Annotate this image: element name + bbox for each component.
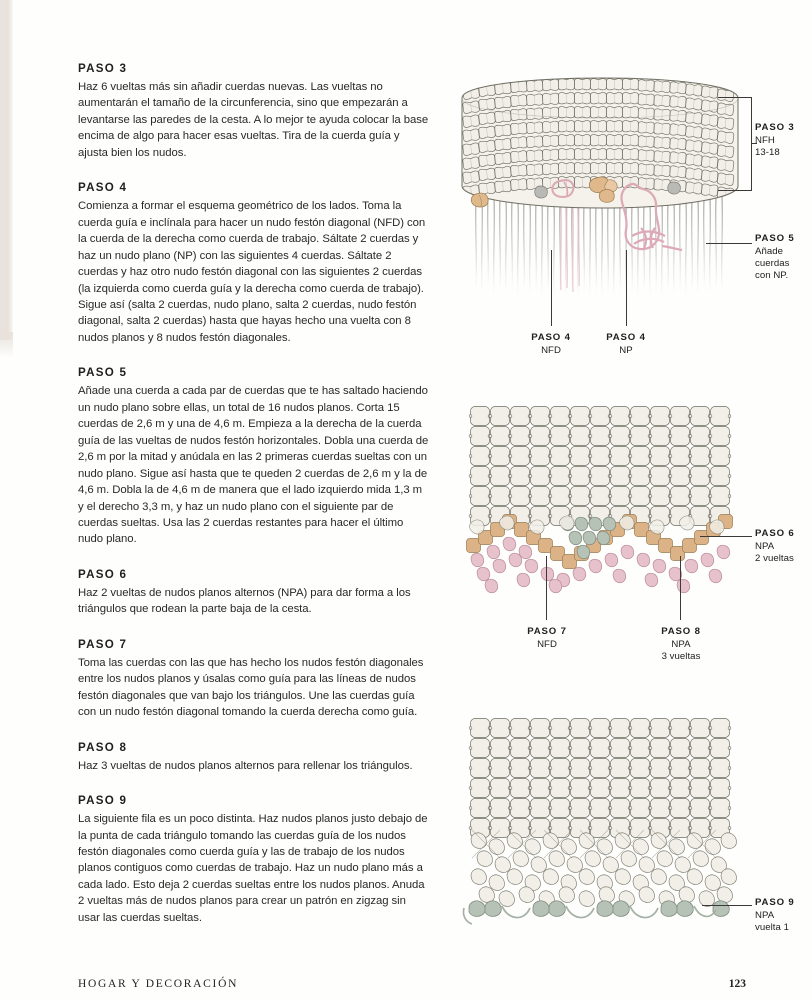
book-gutter-strip: [0, 0, 13, 340]
step-heading: PASO 7: [78, 637, 128, 651]
square-knot-grid-mid: [469, 407, 731, 526]
callout-paso-4-nfd: [513, 332, 589, 357]
step-heading: PASO 4: [78, 181, 128, 195]
callout-line2: 13-18: [755, 147, 780, 159]
callout-title: PASO 4: [606, 332, 646, 343]
step-paso-5: [78, 366, 430, 548]
callout-title: PASO 7: [527, 626, 567, 637]
callout-line1: NFD: [541, 344, 561, 356]
step-body: Toma las cuerdas con las que has hecho los nudos festón diagonales entre los nudos planos y úsalas como guía para las líneas de nudos festón diagonales que van bajo los triángulos. Une las cuerdas guía con un nudo festón diagonal tomando la cuerda derecha como guía.: [78, 656, 424, 719]
fringe-cords: [476, 196, 723, 297]
square-knot-grid-bot: [469, 719, 731, 838]
callout-title: PASO 4: [531, 332, 571, 343]
callout-title: PASO 3: [755, 122, 795, 133]
book-gutter-fade: [0, 332, 13, 358]
paso4-np-leader-line: [626, 250, 627, 326]
callout-line1: NPA: [755, 540, 775, 552]
callout-line1: Añade: [755, 245, 783, 257]
zigzag-band-mid: [467, 515, 733, 593]
callout-line1: NFH: [755, 134, 775, 146]
callout-title: PASO 5: [755, 233, 795, 244]
callout-paso-4-np: [588, 332, 664, 357]
step-heading: PASO 9: [78, 794, 128, 808]
step-paso-7: [78, 638, 430, 721]
paso7-leader-line: [546, 556, 547, 620]
callout-line2: cuerdas: [755, 258, 790, 270]
step-paso-3: [78, 62, 430, 161]
callout-paso-6: [755, 528, 795, 565]
page-footer: [78, 978, 746, 990]
callout-line2: 2 vueltas: [755, 553, 794, 565]
step-body: Comienza a formar el esquema geométrico de los lados. Toma la cuerda guía e inclínala para hacer un nudo festón diagonal (NFD) con la cuerda de la derecha como cuerda de trabajo. Sáltate 2 cuerdas y haz un nudo plano (NP) con las siguientes 4 cuerdas. Sáltate 2 cuerdas y haz otro nudo festón diagonal con las siguientes 2 cuerdas (la izquierda como cuerda guía y la derecha como cuerda de trabajo). Sigue así (salta 2 cuerdas, nudo plano, salta 2 cuerdas, nudo festón diagonal, salta 2 cuerdas) hasta que hayas hecho una vuelta con 8 nudos planos y 8 nudos festón diagonales.: [78, 200, 426, 344]
macrame-basket-top-illustration: [456, 68, 746, 318]
step-heading: PASO 5: [78, 366, 128, 380]
callout-title: PASO 6: [755, 528, 795, 539]
callout-line2: vuelta 1: [755, 922, 790, 934]
footer-page-number: 123: [728, 978, 746, 990]
macrame-zigzag-illustration: [456, 392, 746, 620]
callout-paso-8: [640, 626, 722, 663]
step-body: Haz 6 vueltas más sin añadir cuerdas nuevas. Las vueltas no aumentarán el tamaño de la circunferencia, sino que empezarán a levantarse las paredes de la cesta. A lo mejor te ayuda colocar la base encima de algo para hacer esas vueltas. Tira de la cuerda guía y ajusta bien los nudos.: [78, 81, 429, 159]
callout-line1: NP: [619, 344, 633, 356]
paso9-leader-line: [702, 905, 752, 906]
callout-paso-7: [506, 626, 588, 651]
instructions-column: [78, 62, 430, 946]
step-body: Haz 3 vueltas de nudos planos alternos para rellenar los triángulos.: [78, 759, 413, 772]
callout-line3: con NP.: [755, 270, 789, 282]
paso6-leader-line: [700, 536, 752, 537]
callout-line1: NFD: [537, 638, 557, 650]
footer-section-title: HOGAR Y DECORACIÓN: [78, 978, 239, 990]
step-paso-4: [78, 181, 430, 346]
paso8-leader-line: [680, 556, 681, 620]
step-paso-9: [78, 794, 430, 926]
callout-title: PASO 9: [755, 897, 795, 908]
callout-paso-9: [755, 897, 795, 934]
paso4-nfd-leader-line: [551, 250, 552, 326]
step-body: Haz 2 vueltas de nudos planos alternos (NPA) para dar forma a los triángulos que rodean la parte baja de la cesta.: [78, 586, 411, 616]
step-body: La siguiente fila es un poco distinta. Haz nudos planos justo debajo de la punta de cada triángulo tomando las cuerdas guía de los nudos festón diagonales como cuerda guía y las de trabajo de los nudos planos contiguos como cuerdas de trabajo. Haz un nudo plano más a cada lado. Esto deja 2 cuerdas sueltas entre los nudos planos. Anuda 2 vueltas más de nudos planos para crear un patrón en zigzag sin usar las cuerdas sueltas.: [78, 813, 428, 924]
callout-title: PASO 8: [661, 626, 701, 637]
step-heading: PASO 8: [78, 740, 128, 754]
step-heading: PASO 3: [78, 62, 128, 75]
step-paso-6: [78, 568, 430, 618]
step-body: Añade una cuerda a cada par de cuerdas que te has saltado haciendo un nudo plano sobre ellas, un total de 16 nudos planos. Corta 15 cuerdas de 2,6 m y una de 4,6 m. Empieza a la derecha de la cuerda guía de las vueltas de nudos festón horizontales. Dobla una cuerda de 2,6 m por la mitad y anúdala en las 2 primeras cuerdas sueltas con un nudo plano. Sigue así hasta que te queden 2 cuerdas de 2,6 m y la de 4,6 m. Dobla la de 4,6 m de manera que el lado izquierdo mida 1,3 m y el derecho 3,3 m, y haz un nudo plano con el siguiente par de cuerdas sueltas. Usa las 2 cuerdas restantes para hacer el último nudo plano.: [78, 385, 429, 546]
callout-paso-5: [755, 233, 795, 283]
zigzag-cream-region: [471, 830, 736, 906]
paso3-bracket: [718, 97, 752, 191]
step-heading: PASO 6: [78, 567, 128, 581]
callout-line1: NPA: [671, 638, 691, 650]
callout-line2: 3 vueltas: [661, 651, 701, 663]
callout-paso-3: [755, 122, 795, 159]
callout-line1: NPA: [755, 909, 775, 921]
paso5-leader-line: [706, 243, 752, 244]
step-paso-8: [78, 741, 430, 774]
